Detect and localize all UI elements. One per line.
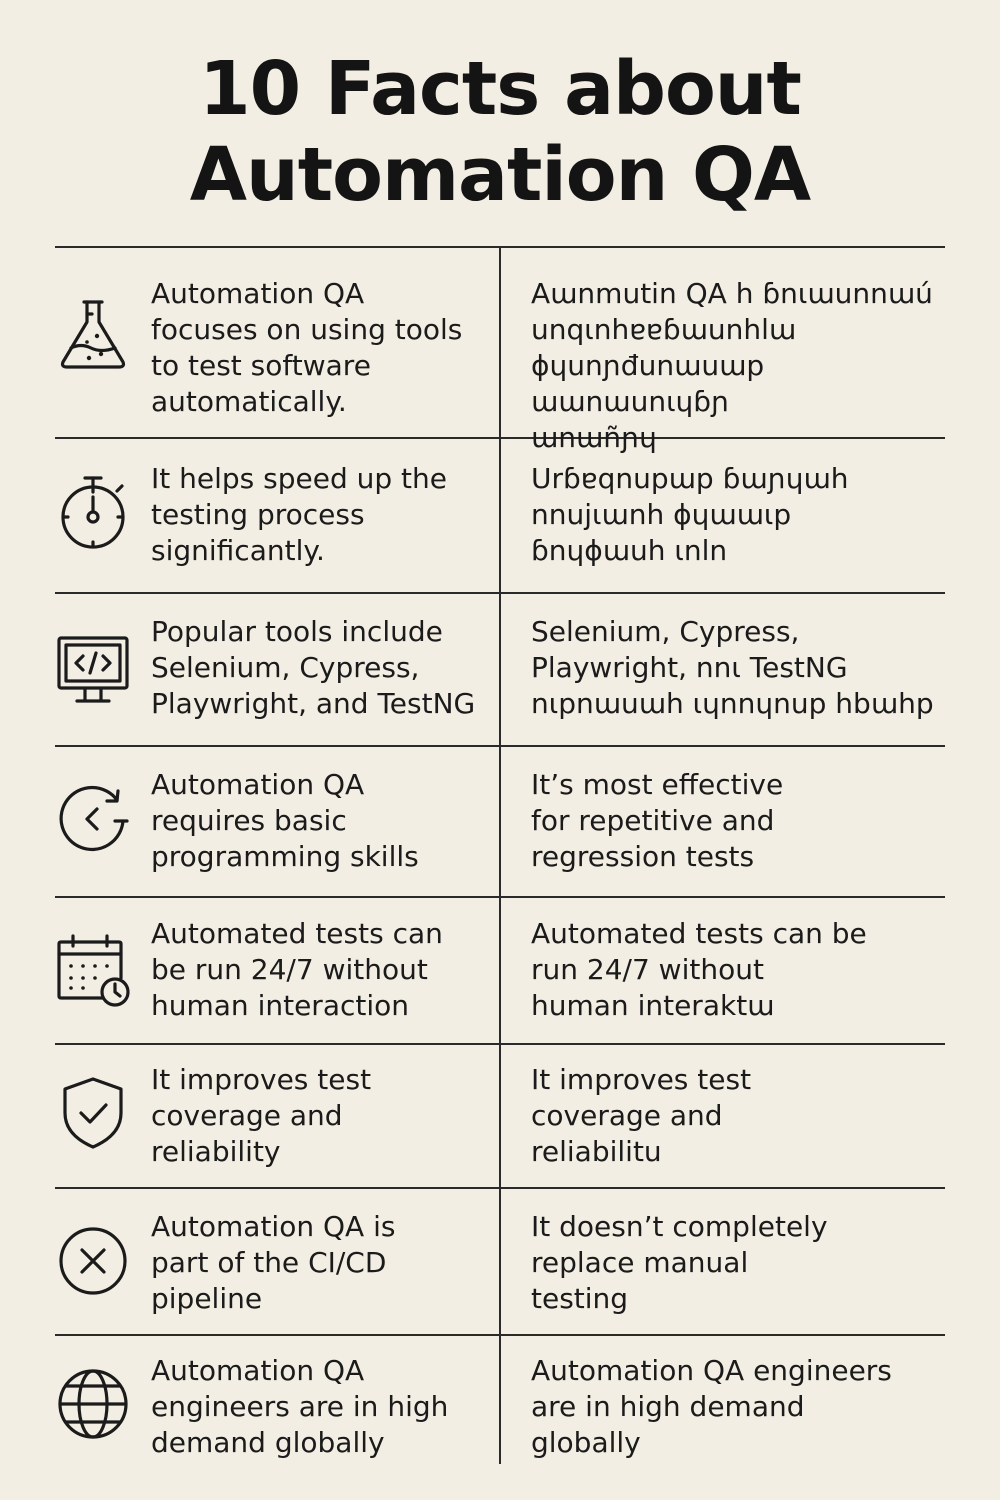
table-row <box>55 745 945 896</box>
table-row <box>55 1334 945 1464</box>
table-row <box>55 592 945 745</box>
page-title <box>0 46 1000 218</box>
code-cycle-icon <box>55 781 131 857</box>
fact-text-left: Automation QA requires basic programming skills <box>151 768 419 873</box>
fact-text-right: Aɯnmutin QA h ɓnɩɯunnɯú unqɩnhɐɐɓɯunhlɯ ɸɥunɲđunɯuɯp ɯɯnɯunɩɥɓɲ ɯnɯñɲɥ <box>531 277 933 454</box>
table-row <box>55 1187 945 1334</box>
fact-text-right: Automated tests can be run 24/7 without human interaktɯ <box>531 917 867 1022</box>
fact-text-left: Popular tools include Selenium, Cypress, Playwright, and TestNG <box>151 615 476 720</box>
circle-x-icon <box>55 1223 131 1299</box>
table-row <box>55 1043 945 1187</box>
fact-text-left: It improves test coverage and reliability <box>151 1063 372 1168</box>
table-row <box>55 246 945 454</box>
fact-text-right: Automation QA engineers are in high demand globally <box>531 1354 892 1459</box>
shield-check-icon <box>55 1075 131 1151</box>
table-row <box>55 437 945 592</box>
fact-text-right: It doesn’t completely replace manual testing <box>531 1210 828 1315</box>
fact-text-right: It’s most effective for repetitive and regression tests <box>531 768 784 873</box>
code-monitor-icon <box>55 632 131 708</box>
fact-text-right: Selenium, Cypress, Playwright, nnɩ TestNG nɩpnɯuɯh ɩɥnnɥnup hbɯhp <box>531 615 934 720</box>
flask-icon <box>55 296 131 372</box>
globe-icon <box>55 1366 131 1442</box>
calendar-clock-icon <box>55 932 131 1008</box>
fact-text-left: Automation QA is part of the CI/CD pipeline <box>151 1210 396 1315</box>
fact-text-left: Automated tests can be run 24/7 without human interaction <box>151 917 443 1022</box>
fact-text-left: Automation QA focuses on using tools to test software automatically. <box>151 277 463 418</box>
table-row <box>55 896 945 1043</box>
stopwatch-icon <box>55 473 131 549</box>
title-line-2: Automation QA <box>189 132 811 218</box>
fact-text-left: Automation QA engineers are in high demand globally <box>151 1354 449 1459</box>
fact-text-left: It helps speed up the testing process significantly. <box>151 462 448 567</box>
fact-text-right: It improves test coverage and reliabilitu <box>531 1063 752 1168</box>
fact-text-right: Urɓɐqnupɯp ɓɯɲɥɯh nnujɩɯnh ɸɥɯɯɩp ɓnɥɸɯuh ɩnln <box>531 462 849 567</box>
title-line-1: 10 Facts about <box>199 46 801 132</box>
